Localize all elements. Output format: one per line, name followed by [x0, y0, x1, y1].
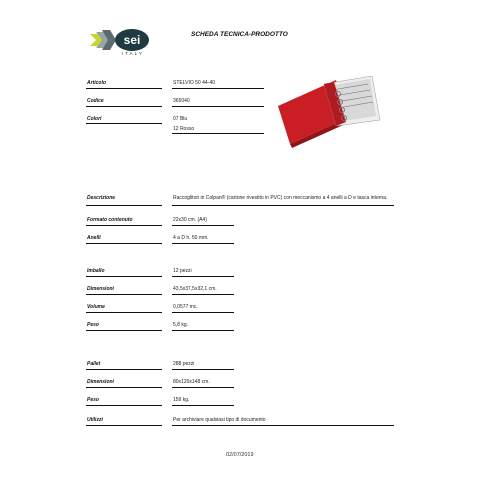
volume-value-underline — [172, 312, 234, 313]
descrizione-label-underline — [86, 205, 162, 206]
colori-label-underline — [86, 123, 162, 124]
pallet-label: Pallet — [87, 361, 101, 367]
formato-label-underline — [86, 225, 162, 226]
utilizzi-value-underline — [172, 425, 394, 426]
dimensioni-imballo-value: 43,5x37,5x32,1 cm. — [173, 286, 217, 292]
anelli-value-underline — [172, 243, 234, 244]
logo-wordmark: sei — [123, 33, 141, 47]
anelli-label: Anelli — [87, 235, 101, 241]
articolo-value-underline — [172, 88, 264, 89]
footer-date: 02/07/2019 — [226, 452, 254, 458]
articolo-value: STELVIO 50 44-40 — [173, 80, 215, 86]
peso-imballo-value: 5,8 kg. — [173, 322, 189, 328]
logo-chevrons-icon — [90, 30, 116, 50]
imballo-label-underline — [86, 276, 162, 277]
volume-value: 0,0577 mc. — [173, 304, 198, 310]
formato-value-underline — [172, 225, 234, 226]
anelli-label-underline — [86, 243, 162, 244]
formato-label: Formato contenuto — [87, 217, 133, 223]
peso-imballo-value-underline — [172, 330, 234, 331]
articolo-label: Articolo — [87, 80, 106, 86]
codice-label-underline — [86, 106, 162, 107]
pallet-value-underline — [172, 369, 234, 370]
peso-imballo-label-underline — [86, 330, 162, 331]
dimensioni-pallet-label-underline — [86, 387, 162, 388]
dimensioni-pallet-label: Dimensioni — [87, 379, 114, 385]
product-binder-image — [276, 76, 386, 152]
peso-pallet-label: Peso — [87, 397, 99, 403]
colori-value-1: 07 Blu — [173, 116, 188, 122]
logo-italy-text: ITALY — [122, 51, 144, 56]
colori-value-2: 12 Rosso — [173, 126, 195, 132]
anelli-value: 4 a D h. 50 mm. — [173, 235, 209, 241]
dimensioni-imballo-label: Dimensioni — [87, 286, 114, 292]
dimensioni-pallet-value: 80x120x148 cm. — [173, 379, 210, 385]
pallet-value: 288 pezzi — [173, 361, 195, 367]
articolo-label-underline — [86, 88, 162, 89]
colori-value-underline — [172, 133, 264, 134]
colori-label: Colori — [87, 116, 102, 122]
peso-pallet-value-underline — [172, 405, 234, 406]
descrizione-value: Raccoglitori in Colpan® (cartone rivestito in PVC) con meccanismo a 4 anelli a D e tasca interna. — [173, 195, 388, 201]
volume-label-underline — [86, 312, 162, 313]
formato-value: 22x30 cm. (A4) — [173, 217, 207, 223]
peso-pallet-value: 159 kg. — [173, 397, 190, 403]
imballo-value-underline — [172, 276, 234, 277]
page-title: SCHEDA TECNICA-PRODOTTO — [191, 31, 288, 38]
dimensioni-imballo-value-underline — [172, 294, 234, 295]
pallet-label-underline — [86, 369, 162, 370]
descrizione-label: Descrizione — [87, 195, 116, 201]
volume-label: Volume — [87, 304, 105, 310]
imballo-label: Imballo — [87, 268, 105, 274]
descrizione-value-underline — [172, 205, 394, 206]
utilizzi-value: Per archiviare qualsiasi tipo di documento — [173, 417, 266, 423]
codice-label: Codice — [87, 98, 104, 104]
codice-value-underline — [172, 106, 264, 107]
imballo-value: 12 pezzi — [173, 268, 192, 274]
peso-imballo-label: Peso — [87, 322, 99, 328]
utilizzi-label: Utilizzi — [87, 417, 103, 423]
dimensioni-imballo-label-underline — [86, 294, 162, 295]
peso-pallet-label-underline — [86, 405, 162, 406]
utilizzi-label-underline — [86, 425, 162, 426]
codice-value: 365040 — [173, 98, 190, 104]
dimensioni-pallet-value-underline — [172, 387, 234, 388]
